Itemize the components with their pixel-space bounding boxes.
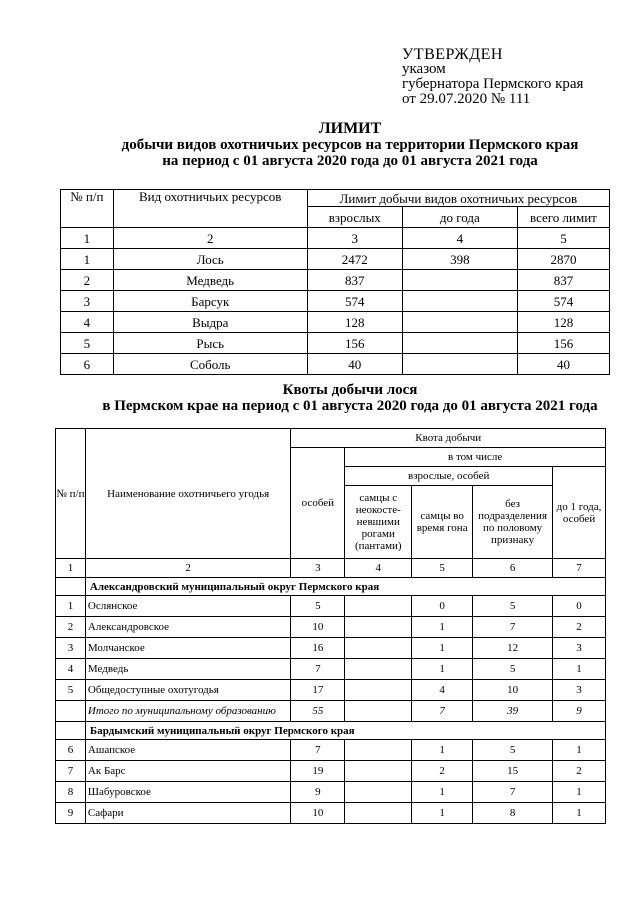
row-species: Соболь: [113, 354, 307, 375]
row-males-antlers: [345, 803, 412, 824]
section-spacer: [56, 722, 86, 740]
row-num: 1: [61, 249, 114, 270]
approval-date: от 29.07.2020 № 111: [402, 91, 531, 107]
q-col-number: 7: [553, 559, 606, 578]
row-under-year: 3: [553, 680, 606, 701]
table-row: [56, 782, 606, 803]
row-no-sex: 5: [473, 740, 553, 761]
row-under-year: [402, 270, 517, 291]
row-no-sex: 5: [473, 596, 553, 617]
header-under-year: до года: [402, 207, 517, 228]
row-under-year: 2: [553, 761, 606, 782]
row-males-rut: 4: [412, 680, 473, 701]
limit-title-line: на период с 01 августа 2020 года до 01 августа 2021 года: [162, 153, 538, 169]
row-individuals: 10: [291, 803, 345, 824]
row-species: Рысь: [113, 333, 307, 354]
row-under-year: [402, 333, 517, 354]
q-col-number: 4: [345, 559, 412, 578]
row-name: Ак Барс: [85, 761, 290, 782]
row-num: 1: [56, 596, 86, 617]
quota-title: [60, 382, 640, 414]
row-males-rut: 1: [412, 638, 473, 659]
row-num: 8: [56, 782, 86, 803]
row-no-sex: 10: [473, 680, 553, 701]
row-num: 2: [56, 617, 86, 638]
table-row: [56, 680, 606, 701]
row-num: 6: [61, 354, 114, 375]
row-name: Ослянское: [85, 596, 290, 617]
q-col-number: 6: [473, 559, 553, 578]
table-row: [61, 333, 610, 354]
limit-title: [60, 121, 640, 169]
table-row: [56, 596, 606, 617]
row-individuals: 10: [291, 617, 345, 638]
row-under-year: [402, 312, 517, 333]
row-males-rut: 1: [412, 740, 473, 761]
row-individuals: 16: [291, 638, 345, 659]
section-heading: Бардымский муниципальный округ Пермского края: [85, 722, 605, 740]
row-males-rut: 1: [412, 617, 473, 638]
row-name: Ашапское: [85, 740, 290, 761]
header-adults: взрослых: [307, 207, 402, 228]
row-males-antlers: [345, 761, 412, 782]
row-under-year: 0: [553, 596, 606, 617]
table-row: [56, 761, 606, 782]
row-males-rut: 0: [412, 596, 473, 617]
q-header-no-sex: без подразделения по половому признаку: [473, 486, 553, 559]
total-label: Итого по муниципальному образованию: [85, 701, 290, 722]
row-under-year: 3: [553, 638, 606, 659]
row-total: 40: [517, 354, 609, 375]
table-row: [56, 740, 606, 761]
row-no-sex: 8: [473, 803, 553, 824]
row-no-sex: 7: [473, 617, 553, 638]
row-species: Медведь: [113, 270, 307, 291]
row-num: 4: [56, 659, 86, 680]
row-under-year: 398: [402, 249, 517, 270]
row-males-antlers: [345, 596, 412, 617]
quota-title-heading: Квоты добычи лося: [282, 382, 418, 398]
table-row: [61, 249, 610, 270]
row-under-year: [402, 291, 517, 312]
q-header-adults: взрослые, особей: [345, 467, 553, 486]
row-individuals: 5: [291, 596, 345, 617]
row-adults: 2472: [307, 249, 402, 270]
row-males-antlers: [345, 638, 412, 659]
approval-heading: УТВЕРЖДЕН: [402, 46, 503, 63]
row-no-sex: 7: [473, 782, 553, 803]
row-num-empty: [56, 701, 86, 722]
row-num: 7: [56, 761, 86, 782]
row-num: 9: [56, 803, 86, 824]
row-under-year: 1: [553, 782, 606, 803]
row-total: 2870: [517, 249, 609, 270]
row-under-year: 1: [553, 803, 606, 824]
row-total: 128: [517, 312, 609, 333]
row-num: 5: [56, 680, 86, 701]
col-number: 5: [517, 228, 609, 249]
q-header-males-rut: самцы во время гона: [412, 486, 473, 559]
row-adults: 128: [307, 312, 402, 333]
q-header-num: № п/п: [56, 429, 86, 559]
total-no-sex: 39: [473, 701, 553, 722]
row-name: Александровское: [85, 617, 290, 638]
table-row: [56, 659, 606, 680]
row-males-antlers: [345, 782, 412, 803]
header-species: Вид охотничьих ресурсов: [113, 190, 307, 228]
row-total: 156: [517, 333, 609, 354]
row-males-rut: 1: [412, 803, 473, 824]
approval-line: губернатора Пермского края: [402, 76, 584, 92]
limit-title-line: добычи видов охотничьих ресурсов на территории Пермского края: [121, 137, 579, 153]
row-adults: 837: [307, 270, 402, 291]
table-row: [61, 291, 610, 312]
q-header-individuals: особей: [291, 448, 345, 559]
row-males-antlers: [345, 680, 412, 701]
q-col-number: 3: [291, 559, 345, 578]
quota-title-line: в Пермском крае на период с 01 августа 2020 года до 01 августа 2021 года: [102, 398, 598, 414]
row-adults: 574: [307, 291, 402, 312]
row-num: 4: [61, 312, 114, 333]
q-col-number: 5: [412, 559, 473, 578]
row-no-sex: 15: [473, 761, 553, 782]
q-header-under-year: до 1 года, особей: [553, 467, 606, 559]
row-under-year: 1: [553, 740, 606, 761]
approval-block: [402, 47, 583, 107]
row-species: Барсук: [113, 291, 307, 312]
q-col-number: 1: [56, 559, 86, 578]
row-total: 574: [517, 291, 609, 312]
table-row: [61, 312, 610, 333]
total-males-rut: 7: [412, 701, 473, 722]
header-total: всего лимит: [517, 207, 609, 228]
row-individuals: 9: [291, 782, 345, 803]
table-row: [56, 803, 606, 824]
section-heading: Александровский муниципальный округ Пермского края: [85, 578, 605, 596]
table-row: [56, 638, 606, 659]
row-num: 3: [56, 638, 86, 659]
row-individuals: 7: [291, 740, 345, 761]
table-row: [56, 617, 606, 638]
total-row: [56, 701, 606, 722]
row-males-antlers: [345, 617, 412, 638]
row-individuals: 7: [291, 659, 345, 680]
q-header-name: Наименование охотничьего угодья: [85, 429, 290, 559]
table-row: [61, 354, 610, 375]
row-num: 2: [61, 270, 114, 291]
table-row: [61, 270, 610, 291]
q-header-males-antlers: самцы с неокосте-невшими рогами (пантами): [345, 486, 412, 559]
row-individuals: 19: [291, 761, 345, 782]
row-no-sex: 12: [473, 638, 553, 659]
q-header-quota: Квота добычи: [291, 429, 606, 448]
limit-table: [60, 189, 610, 375]
total-males-antlers: [345, 701, 412, 722]
row-under-year: [402, 354, 517, 375]
row-num: 3: [61, 291, 114, 312]
row-total: 837: [517, 270, 609, 291]
col-number: 4: [402, 228, 517, 249]
row-name: Шабуровское: [85, 782, 290, 803]
row-under-year: 2: [553, 617, 606, 638]
row-name: Общедоступные охотугодья: [85, 680, 290, 701]
row-species: Лось: [113, 249, 307, 270]
row-under-year: 1: [553, 659, 606, 680]
row-males-rut: 2: [412, 761, 473, 782]
row-males-antlers: [345, 659, 412, 680]
section-spacer: [56, 578, 86, 596]
row-num: 5: [61, 333, 114, 354]
row-name: Молчанское: [85, 638, 290, 659]
approval-line: указом: [402, 61, 446, 77]
col-number: 1: [61, 228, 114, 249]
row-num: 6: [56, 740, 86, 761]
row-males-rut: 1: [412, 659, 473, 680]
limit-title-heading: ЛИМИТ: [318, 120, 382, 137]
total-under-year: 9: [553, 701, 606, 722]
row-name: Сафари: [85, 803, 290, 824]
total-individuals: 55: [291, 701, 345, 722]
row-no-sex: 5: [473, 659, 553, 680]
q-header-in-that: в том числе: [345, 448, 606, 467]
row-males-antlers: [345, 740, 412, 761]
row-individuals: 17: [291, 680, 345, 701]
row-species: Выдра: [113, 312, 307, 333]
col-number: 2: [113, 228, 307, 249]
header-limit-group: Лимит добычи видов охотничьих ресурсов: [307, 190, 609, 207]
q-col-number: 2: [85, 559, 290, 578]
col-number: 3: [307, 228, 402, 249]
quota-table: [55, 428, 606, 824]
row-males-rut: 1: [412, 782, 473, 803]
row-adults: 40: [307, 354, 402, 375]
header-num: № п/п: [61, 190, 114, 228]
row-name: Медведь: [85, 659, 290, 680]
row-adults: 156: [307, 333, 402, 354]
